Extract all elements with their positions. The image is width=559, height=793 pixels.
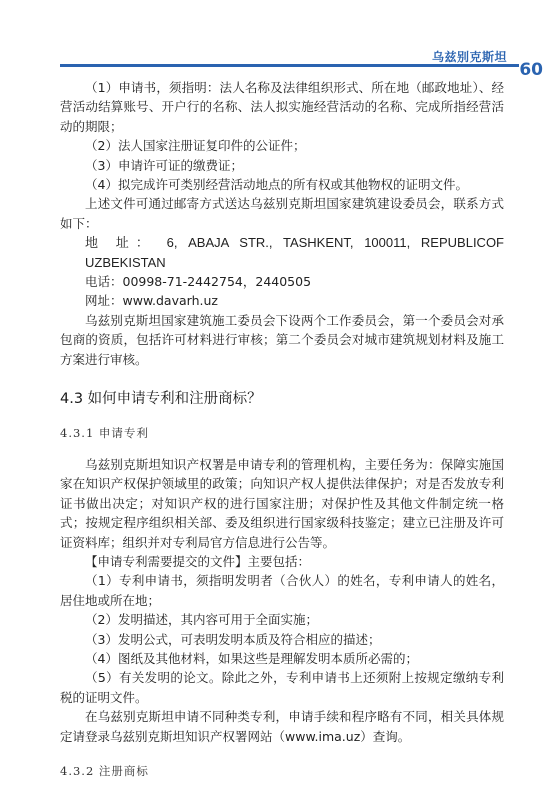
paragraph: 上述文件可通过邮寄方式送达乌兹别克斯坦国家建筑建设委员会，联系方式如下： bbox=[60, 196, 504, 231]
subsection-title: 申请专利 bbox=[98, 425, 149, 440]
page-body bbox=[60, 78, 504, 793]
section-number: 4.3 bbox=[60, 391, 84, 408]
list-item: （2）发明描述，其内容可用于全面实施； bbox=[85, 612, 318, 628]
list-item: （4）图纸及其他材料，如果这些是理解发明本质所必需的； bbox=[85, 650, 418, 666]
section-heading bbox=[60, 390, 504, 409]
header-rule bbox=[60, 64, 519, 67]
paragraph: 乌兹别克斯坦知识产权署是申请专利的管理机构，主要任务为：保障实施国家在知识产权保护领域里的政策；向知识产权人提供法律保护；对是否发放专利证书做出决定；对知识产权的进行国家注册；对保护性及其他文件制定统一格式；按规定程序组织相关部、委及组织进行国家级科技鉴定；建立已注册及许可证资料库；组织并对专利局官方信息进行公告等。 bbox=[60, 456, 504, 550]
subsection-heading bbox=[60, 762, 504, 781]
contact-website[interactable]: 网址：www.davarh.uz bbox=[85, 293, 218, 309]
subsection-number: 4.3.2 bbox=[60, 764, 95, 778]
paragraph: 【申请专利需要提交的文件】主要包括： bbox=[85, 553, 311, 569]
contact-address: 地 址： 6, ABAJA STR., TASHKENT, 100011, REPUBLICOF UZBEKISTAN bbox=[85, 235, 504, 270]
subsection-title: 注册商标 bbox=[98, 764, 149, 778]
paragraph: （4）拟完成许可类别经营活动地点的所有权或其他物权的证明文件。 bbox=[85, 177, 468, 193]
paragraph: 乌兹别克斯坦国家建筑施工委员会下设两个工作委员会，第一个委员会对承包商的资质，包括许可材料进行审核；第二个委员会对城市建筑规划材料及施工方案进行审核。 bbox=[60, 312, 504, 367]
subsection-heading bbox=[60, 424, 504, 443]
paragraph: （2）法人国家注册证复印件的公证件； bbox=[85, 138, 306, 154]
contact-phone: 电话：00998-71-2442754，2440505 bbox=[85, 274, 312, 290]
list-item: （5）有关发明的论文。除此之外，专利申请书上还须附上按规定缴纳专利税的证明文件。 bbox=[60, 670, 504, 705]
list-item: （1）专利申请书，须指明发明者（合伙人）的姓名，专利申请人的姓名，居住地或所在地； bbox=[60, 573, 504, 608]
subsection-number: 4.3.1 bbox=[60, 425, 95, 440]
section-title: 如何申请专利和注册商标？ bbox=[87, 391, 262, 408]
list-item: （3）发明公式，可表明发明本质及符合相应的描述； bbox=[85, 631, 381, 647]
paragraph: 在乌兹别克斯坦申请不同种类专利，申请手续和程序略有不同，相关具体规定请登录乌兹别克斯坦知识产权署网站（www.ima.uz）查询。 bbox=[60, 709, 504, 744]
page-number: 60 bbox=[519, 60, 543, 80]
paragraph: （3）申请许可证的缴费证； bbox=[85, 157, 243, 173]
paragraph: （1）申请书，须指明：法人名称及法律组织形式、所在地（邮政地址）、经营活动结算账号、开户行的名称、法人拟实施经营活动的名称、完成所指经营活动的期限； bbox=[60, 80, 504, 134]
header-title: 乌兹别克斯坦 bbox=[431, 50, 507, 64]
